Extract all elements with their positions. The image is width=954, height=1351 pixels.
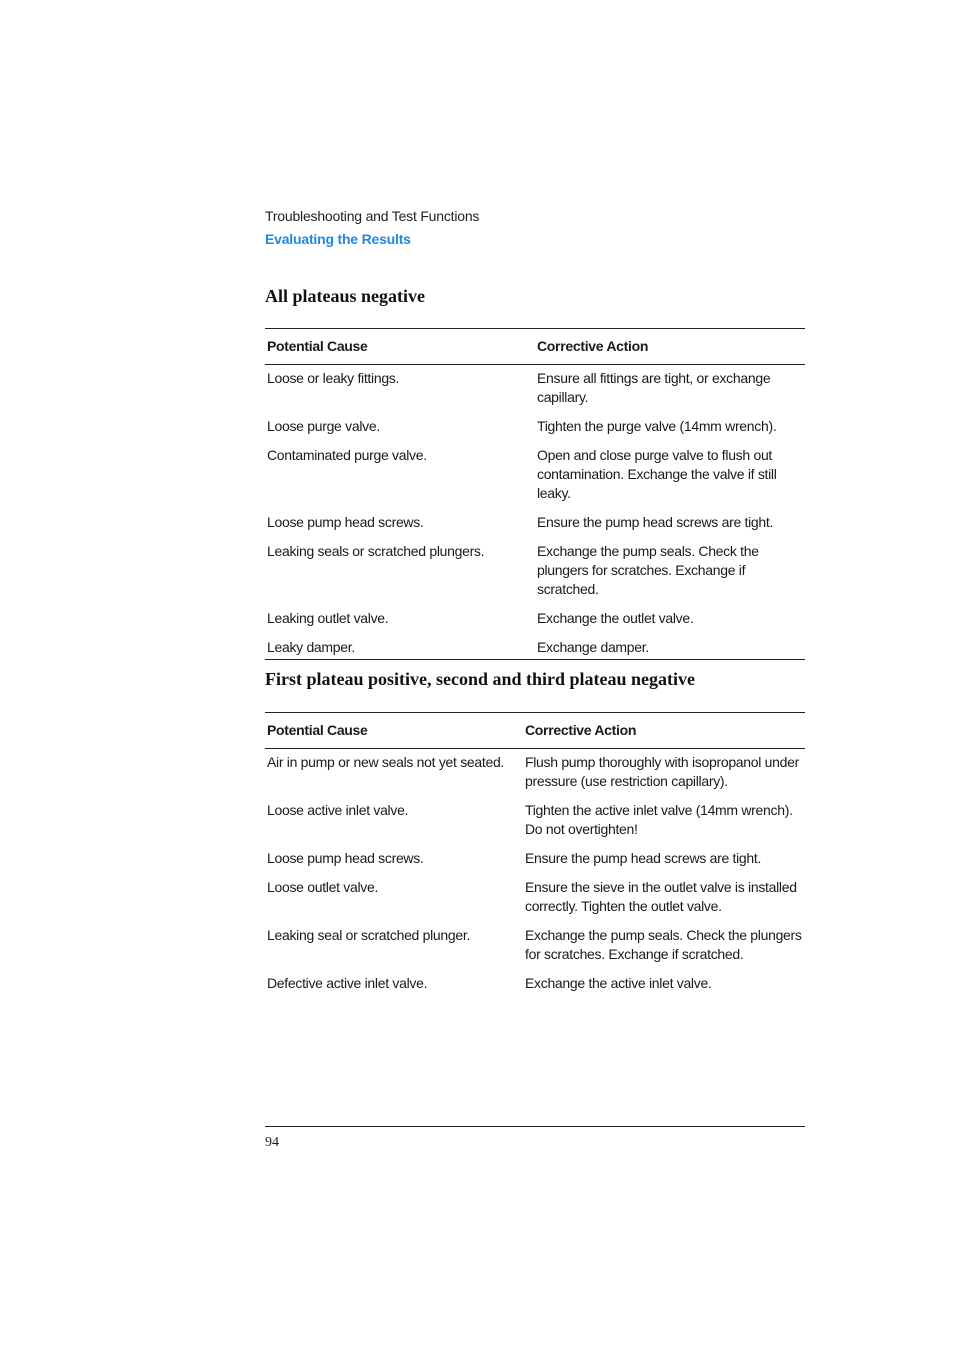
action-cell: Open and close purge valve to flush out contamination. Exchange the valve if still leaky. [537,447,777,501]
cause-cell: Loose active inlet valve. [267,802,409,818]
cause-cell: Loose or leaky fittings. [267,370,400,386]
chapter-title: Troubleshooting and Test Functions [265,208,480,224]
section2-heading: First plateau positive, second and third plateau negative [265,669,696,689]
action-cell: Ensure all fittings are tight, or exchange capillary. [537,370,771,405]
action-cell: Exchange the active inlet valve. [525,975,712,991]
table-header-row [265,713,805,749]
action-cell: Ensure the sieve in the outlet valve is installed correctly. Tighten the outlet valve. [525,879,797,914]
cause-cell: Loose pump head screws. [267,514,424,530]
table-row [265,365,805,418]
cause-cell: Leaking seal or scratched plunger. [267,927,471,943]
table-row [265,801,805,849]
cause-cell: Leaky damper. [265,638,535,660]
table-row [265,446,805,513]
table-row [265,974,805,1003]
table-row [265,926,805,974]
table-row [265,878,805,926]
footer-rule [265,1126,805,1127]
action-cell: Ensure the pump head screws are tight. [537,514,774,530]
cause-cell: Leaking outlet valve. [267,610,389,626]
table-row [265,849,805,878]
action-cell: Tighten the purge valve (14mm wrench). [537,418,777,434]
table-row [265,417,805,446]
section-link[interactable]: Evaluating the Results [265,231,411,247]
table-row [265,638,805,660]
cause-cell: Air in pump or new seals not yet seated. [267,754,505,770]
column-header-cause: Potential Cause [265,329,535,365]
column-header-action: Corrective Action [535,329,805,365]
action-cell: Flush pump thoroughly with isopropanol under pressure (use restriction capillary). [525,754,799,789]
action-cell: Ensure the pump head screws are tight. [525,850,762,866]
action-cell: Exchange the pump seals. Check the plungers for scratches. Exchange if scratched. [537,543,759,597]
cause-cell: Loose purge valve. [267,418,380,434]
table-first-plateau-positive [265,712,805,1003]
table-header-row [265,329,805,365]
table-row [265,542,805,609]
column-header-cause: Potential Cause [265,713,523,749]
action-cell: Exchange the outlet valve. [537,610,694,626]
table-row [265,609,805,638]
cause-cell: Contaminated purge valve. [267,447,427,463]
table-row [265,513,805,542]
table-row [265,749,805,802]
breadcrumb [265,205,479,251]
cause-cell: Defective active inlet valve. [267,975,428,991]
section1-heading: All plateaus negative [265,286,425,306]
action-cell: Exchange the pump seals. Check the plungers for scratches. Exchange if scratched. [525,927,802,962]
page-number: 94 [265,1135,279,1150]
action-cell: Tighten the active inlet valve (14mm wrench). Do not overtighten! [525,802,793,837]
action-cell: Exchange damper. [535,638,805,660]
cause-cell: Leaking seals or scratched plungers. [267,543,485,559]
table-all-plateaus-negative [265,328,805,660]
column-header-action: Corrective Action [523,713,805,749]
cause-cell: Loose outlet valve. [267,879,379,895]
cause-cell: Loose pump head screws. [267,850,424,866]
